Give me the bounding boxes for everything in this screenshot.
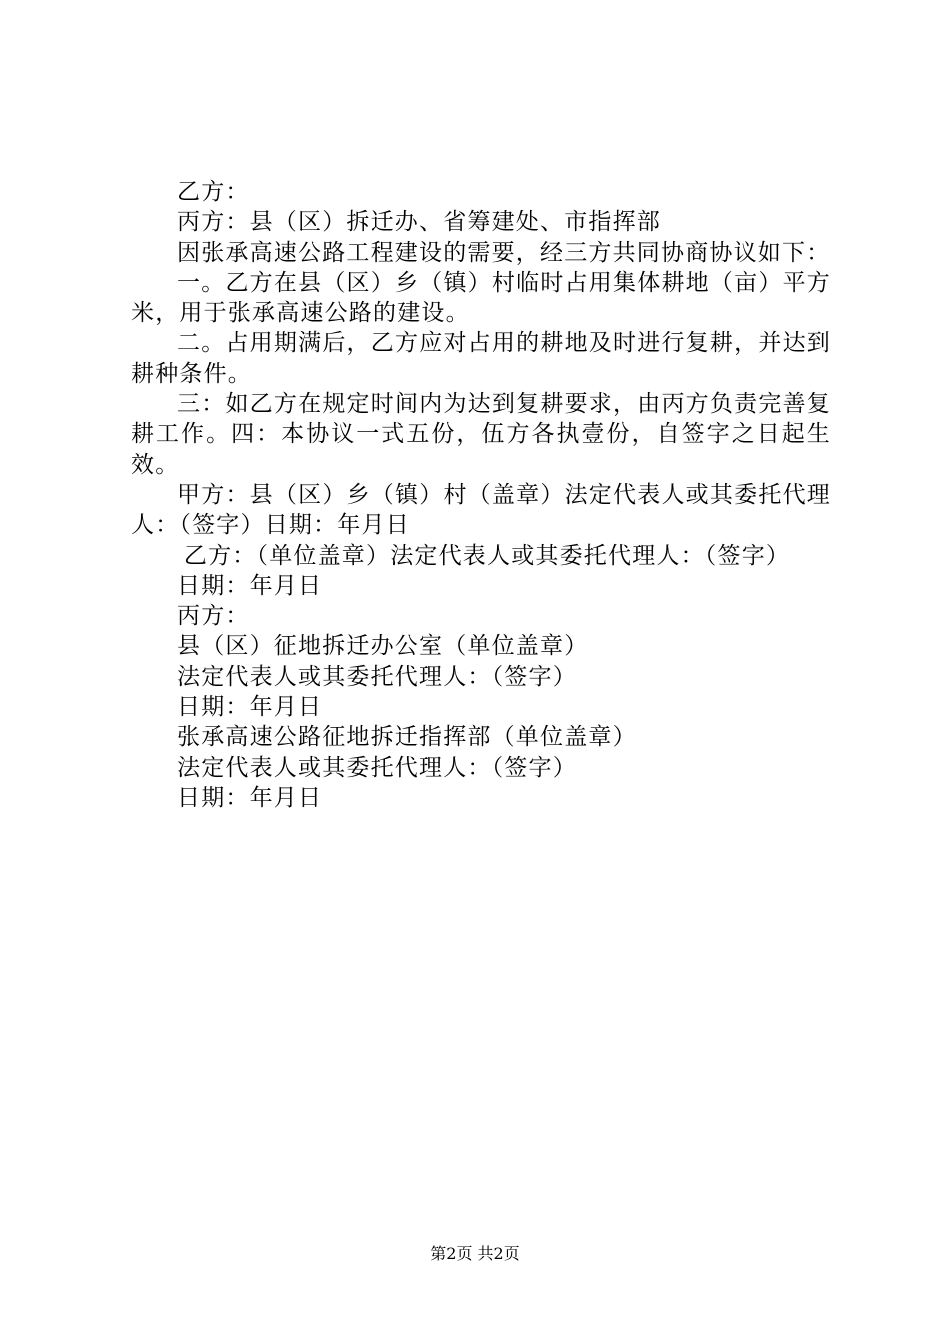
paragraph-party-b: 乙方： [177,179,250,205]
paragraph-clause-1: 一。乙方在县（区）乡（镇）村临时占用集体耕地（亩）平方米，用于张承高速公路的建设。 [131,269,831,327]
paragraph-office-representative: 法定代表人或其委托代理人：（签字） [177,663,577,690]
paragraph-signature-party-a: 甲方：县（区）乡（镇）村（盖章）法定代表人或其委托代理人：（签字）日期：年月日 [131,481,831,539]
document-body [131,177,831,813]
paragraph-clause-3-4: 三：如乙方在规定时间内为达到复耕要求，由丙方负责完善复耕工作。四：本协议一式五份，伍方各执壹份，自签字之日起生效。 [131,391,831,478]
paragraph-clause-2: 二。占用期满后，乙方应对占用的耕地及时进行复耕，并达到耕种条件。 [131,330,831,387]
paragraph-demolition-office: 县（区）征地拆迁办公室（单位盖章） [177,633,589,660]
paragraph-headquarters-representative: 法定代表人或其委托代理人：（签字） [177,754,577,781]
page-footer [0,1244,950,1264]
paragraph-headquarters-date: 日期：年月日 [177,784,323,811]
paragraph-signature-party-c: 丙方： [177,603,250,630]
paragraph-party-c: 丙方：县（区）拆迁办、省筹建处、市指挥部 [177,209,661,236]
paragraph-signature-party-b: 乙方：（单位盖章）法定代表人或其委托代理人：（签字） [183,542,791,569]
paragraph-preamble: 因张承高速公路工程建设的需要，经三方共同协商协议如下： [177,239,831,266]
paragraph-office-date: 日期：年月日 [177,694,323,721]
page-number: 第2页 共2页 [430,1244,520,1263]
paragraph-headquarters: 张承高速公路征地拆迁指挥部（单位盖章） [177,724,637,751]
paragraph-date-party-b: 日期：年月日 [177,572,323,599]
